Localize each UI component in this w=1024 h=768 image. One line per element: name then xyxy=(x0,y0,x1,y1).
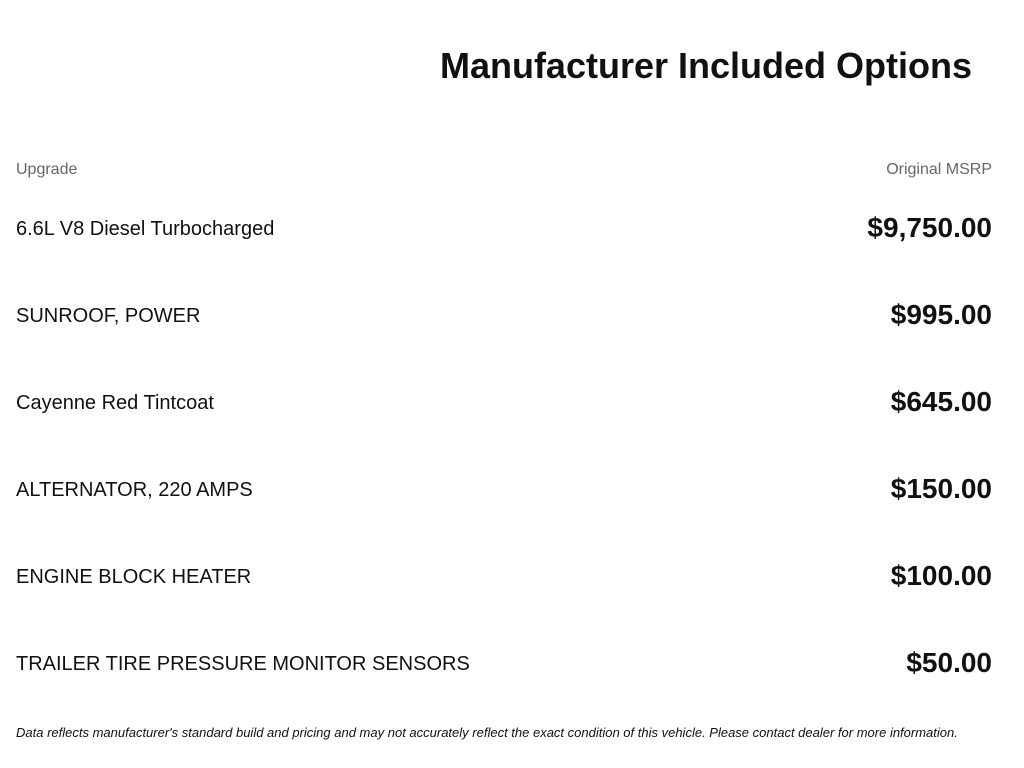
option-price: $645.00 xyxy=(890,386,992,417)
option-row xyxy=(16,381,992,468)
option-price: $9,750.00 xyxy=(867,212,992,243)
msrp-column-header: Original MSRP xyxy=(886,161,992,178)
option-price: $50.00 xyxy=(906,647,992,678)
option-row xyxy=(16,555,992,642)
disclaimer-text: Data reflects manufacturer's standard build and pricing and may not accurately reflect the exact condition of this vehicle. Please contact dealer for more information. xyxy=(16,725,958,740)
option-row xyxy=(16,294,992,381)
option-row xyxy=(16,207,992,294)
table-header xyxy=(16,160,992,180)
option-name: SUNROOF, POWER xyxy=(16,305,201,327)
option-name: 6.6L V8 Diesel Turbocharged xyxy=(16,218,275,240)
option-row xyxy=(16,642,992,729)
option-name: ENGINE BLOCK HEATER xyxy=(16,566,252,588)
option-name: ALTERNATOR, 220 AMPS xyxy=(16,479,253,501)
option-name: TRAILER TIRE PRESSURE MONITOR SENSORS xyxy=(16,653,470,675)
page-title: Manufacturer Included Options xyxy=(439,45,972,86)
option-row xyxy=(16,468,992,555)
option-price: $150.00 xyxy=(890,473,992,504)
options-list xyxy=(16,207,992,729)
options-panel xyxy=(16,0,992,768)
option-price: $995.00 xyxy=(890,299,992,330)
upgrade-column-header: Upgrade xyxy=(16,161,78,178)
option-price: $100.00 xyxy=(890,560,992,591)
option-name: Cayenne Red Tintcoat xyxy=(16,392,214,414)
